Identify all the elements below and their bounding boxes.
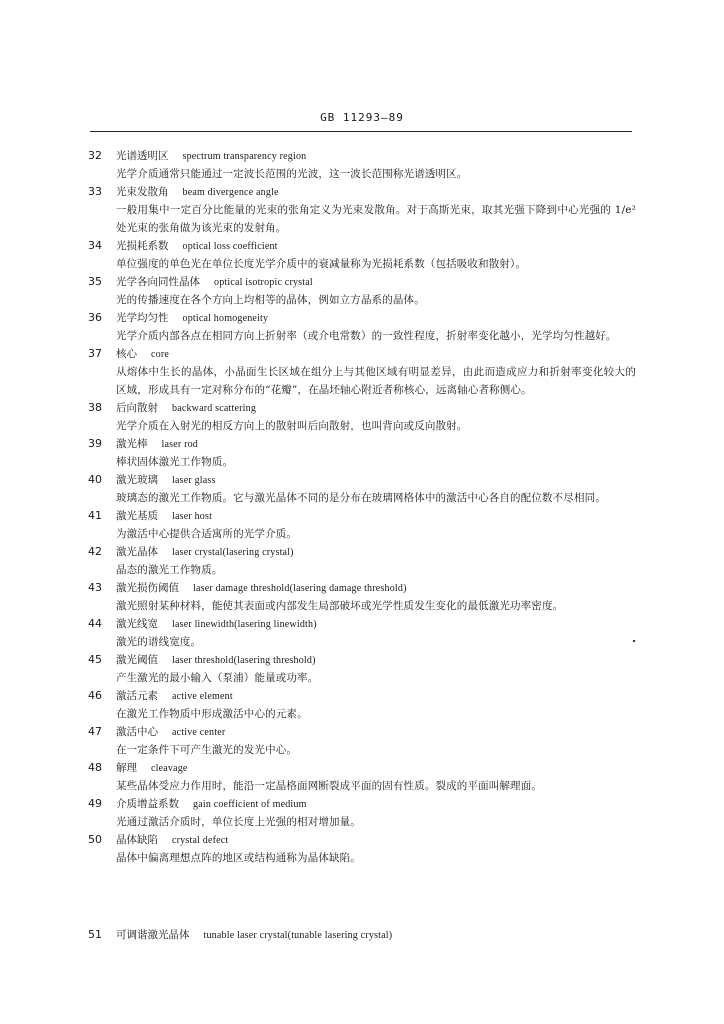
term-line	[88, 651, 636, 669]
term-entry	[88, 435, 636, 471]
term-definition: 光学介质在入射光的相反方向上的散射叫后向散射，也叫背向或反向散射。	[116, 420, 468, 432]
term-line	[88, 831, 636, 849]
term-line	[88, 615, 636, 633]
term-chinese: 激光晶体	[116, 546, 158, 558]
term-entry	[88, 795, 636, 831]
standard-code-header: GB 11293—89	[320, 111, 404, 124]
term-chinese: 晶体缺陷	[116, 834, 158, 846]
term-english: cleavage	[151, 763, 188, 774]
term-english: laser threshold(lasering threshold)	[172, 655, 316, 666]
term-chinese: 激活中心	[116, 726, 158, 738]
term-number: 51	[88, 928, 102, 941]
term-definition: 一般用集中一定百分比能量的光束的张角定义为光束发散角。对于高斯光束，取其光强下降到中心光强的 1/e² 处光束的张角做为该光束的发射角。	[116, 204, 636, 234]
term-entry	[88, 237, 636, 273]
term-definition: 激光照射某种材料，能使其表面或内部发生局部破坏或光学性质发生变化的最低激光功率密度。	[116, 600, 564, 612]
term-number: 40	[88, 473, 102, 486]
term-definition: 棒状固体激光工作物质。	[116, 456, 234, 468]
term-number: 37	[88, 347, 102, 360]
term-line	[88, 795, 636, 813]
term-chinese: 光学各向同性晶体	[116, 276, 200, 288]
term-english: laser damage threshold(lasering damage threshold)	[193, 583, 407, 594]
term-line	[88, 147, 636, 165]
term-definition: 光的传播速度在各个方向上均相等的晶体，例如立方晶系的晶体。	[116, 294, 425, 306]
term-english: backward scattering	[172, 403, 257, 414]
term-number: 39	[88, 437, 102, 450]
term-line	[88, 507, 636, 525]
term-line	[88, 543, 636, 561]
term-entry	[88, 471, 636, 507]
term-english: optical loss coefficient	[182, 241, 278, 252]
term-number: 43	[88, 581, 102, 594]
term-chinese: 光学均匀性	[116, 312, 169, 324]
term-entry	[88, 831, 636, 867]
term-entry	[88, 273, 636, 309]
term-chinese: 激光线宽	[116, 618, 158, 630]
term-number: 49	[88, 797, 102, 810]
term-number: 35	[88, 275, 102, 288]
term-number: 48	[88, 761, 102, 774]
term-entry	[88, 579, 636, 615]
term-english: optical homogeneity	[182, 313, 269, 324]
term-number: 42	[88, 545, 102, 558]
term-definition: 从熔体中生长的晶体，小晶面生长区域在组分上与其他区域有明显差异，由此而造成应力和折射率变化较大的区域，形成具有一定对称分布的“花瓣”，在晶坯轴心附近者称核心，远离轴心者称侧心。	[116, 366, 636, 396]
term-definition: 玻璃态的激光工作物质。它与激光晶体不同的是分布在玻璃网格体中的激活中心各自的配位数不尽相同。	[116, 492, 606, 504]
term-definition: 激光的谱线宽度。	[116, 636, 202, 648]
term-list	[88, 147, 636, 867]
term-english: gain coefficient of medium	[193, 799, 307, 810]
term-line	[88, 579, 636, 597]
term-entry	[88, 147, 636, 183]
term-entry	[88, 507, 636, 543]
term-definition: 光学介质通常只能通过一定波长范围的光波，这一波长范围称光谱透明区。	[116, 168, 468, 180]
term-definition: 某些晶体受应力作用时，能沿一定晶格面网断裂成平面的固有性质。裂成的平面叫解理面。	[116, 780, 542, 792]
scan-speck	[633, 640, 635, 642]
term-definition: 晶态的激光工作物质。	[116, 564, 223, 576]
term-number: 46	[88, 689, 102, 702]
term-definition: 在激光工作物质中形成激活中心的元素。	[116, 708, 308, 720]
term-chinese: 核心	[116, 348, 137, 360]
term-number: 33	[88, 185, 102, 198]
term-line	[88, 926, 636, 944]
term-number: 38	[88, 401, 102, 414]
term-entry	[88, 651, 636, 687]
term-number: 44	[88, 617, 102, 630]
term-english: active element	[172, 691, 233, 702]
term-line	[88, 723, 636, 741]
term-line	[88, 183, 636, 201]
term-entry	[88, 345, 636, 399]
term-entry	[88, 309, 636, 345]
term-chinese: 后向散射	[116, 402, 158, 414]
term-definition: 在一定条件下可产生激光的发光中心。	[116, 744, 298, 756]
term-number: 50	[88, 833, 102, 846]
term-definition: 光学介质内部各点在相同方向上折射率（或介电常数）的一致性程度，折射率变化越小，光学均匀性越好。	[116, 330, 617, 342]
term-chinese: 解理	[116, 762, 137, 774]
cut-off-entry	[88, 928, 636, 944]
term-entry	[88, 687, 636, 723]
term-entry	[88, 399, 636, 435]
header-rule	[90, 131, 632, 132]
term-definition: 产生激光的最小输入（泵浦）能量或功率。	[116, 672, 319, 684]
term-entry	[88, 759, 636, 795]
term-entry	[88, 543, 636, 579]
term-number: 41	[88, 509, 102, 522]
term-chinese: 激光玻璃	[116, 474, 158, 486]
term-line	[88, 399, 636, 417]
term-english: laser linewidth(lasering linewidth)	[172, 619, 317, 630]
term-entry	[88, 723, 636, 759]
term-chinese: 光束发散角	[116, 186, 169, 198]
term-line	[88, 273, 636, 291]
term-chinese: 介质增益系数	[116, 798, 179, 810]
term-definition: 晶体中偏离理想点阵的地区或结构通称为晶体缺陷。	[116, 852, 361, 864]
term-line	[88, 435, 636, 453]
term-chinese: 激光损伤阈值	[116, 582, 179, 594]
term-definition: 单位强度的单色光在单位长度光学介质中的衰减量称为光损耗系数（包括吸收和散射）。	[116, 258, 527, 270]
term-chinese: 光损耗系数	[116, 240, 169, 252]
term-english: laser glass	[172, 475, 216, 486]
term-line	[88, 687, 636, 705]
term-english: optical isotropic crystal	[214, 277, 313, 288]
term-number: 34	[88, 239, 102, 252]
term-number: 45	[88, 653, 102, 666]
term-line	[88, 309, 636, 327]
term-line	[88, 759, 636, 777]
term-chinese: 光谱透明区	[116, 150, 169, 162]
term-number: 47	[88, 725, 102, 738]
term-definition: 为激活中心提供合适寓所的光学介质。	[116, 528, 298, 540]
term-line	[88, 237, 636, 255]
term-english: spectrum transparency region	[182, 151, 307, 162]
term-number: 36	[88, 311, 102, 324]
term-english: laser rod	[161, 439, 199, 450]
term-definition: 光通过激活介质时，单位长度上光强的相对增加量。	[116, 816, 361, 828]
term-english: beam divergence angle	[182, 187, 279, 198]
term-english: core	[151, 349, 170, 360]
term-chinese: 激光棒	[116, 438, 148, 450]
term-line	[88, 471, 636, 489]
term-english: laser crystal(lasering crystal)	[172, 547, 294, 558]
term-chinese: 可调谐激光晶体	[116, 929, 190, 941]
term-chinese: 激光基质	[116, 510, 158, 522]
term-english: active center	[172, 727, 226, 738]
term-line	[88, 345, 636, 363]
term-english: tunable laser crystal(tunable lasering crystal)	[203, 930, 393, 941]
term-chinese: 激光阈值	[116, 654, 158, 666]
term-english: laser host	[172, 511, 213, 522]
term-entry	[88, 615, 636, 651]
term-chinese: 激活元素	[116, 690, 158, 702]
term-number: 32	[88, 149, 102, 162]
term-entry	[88, 183, 636, 237]
term-english: crystal defect	[172, 835, 229, 846]
